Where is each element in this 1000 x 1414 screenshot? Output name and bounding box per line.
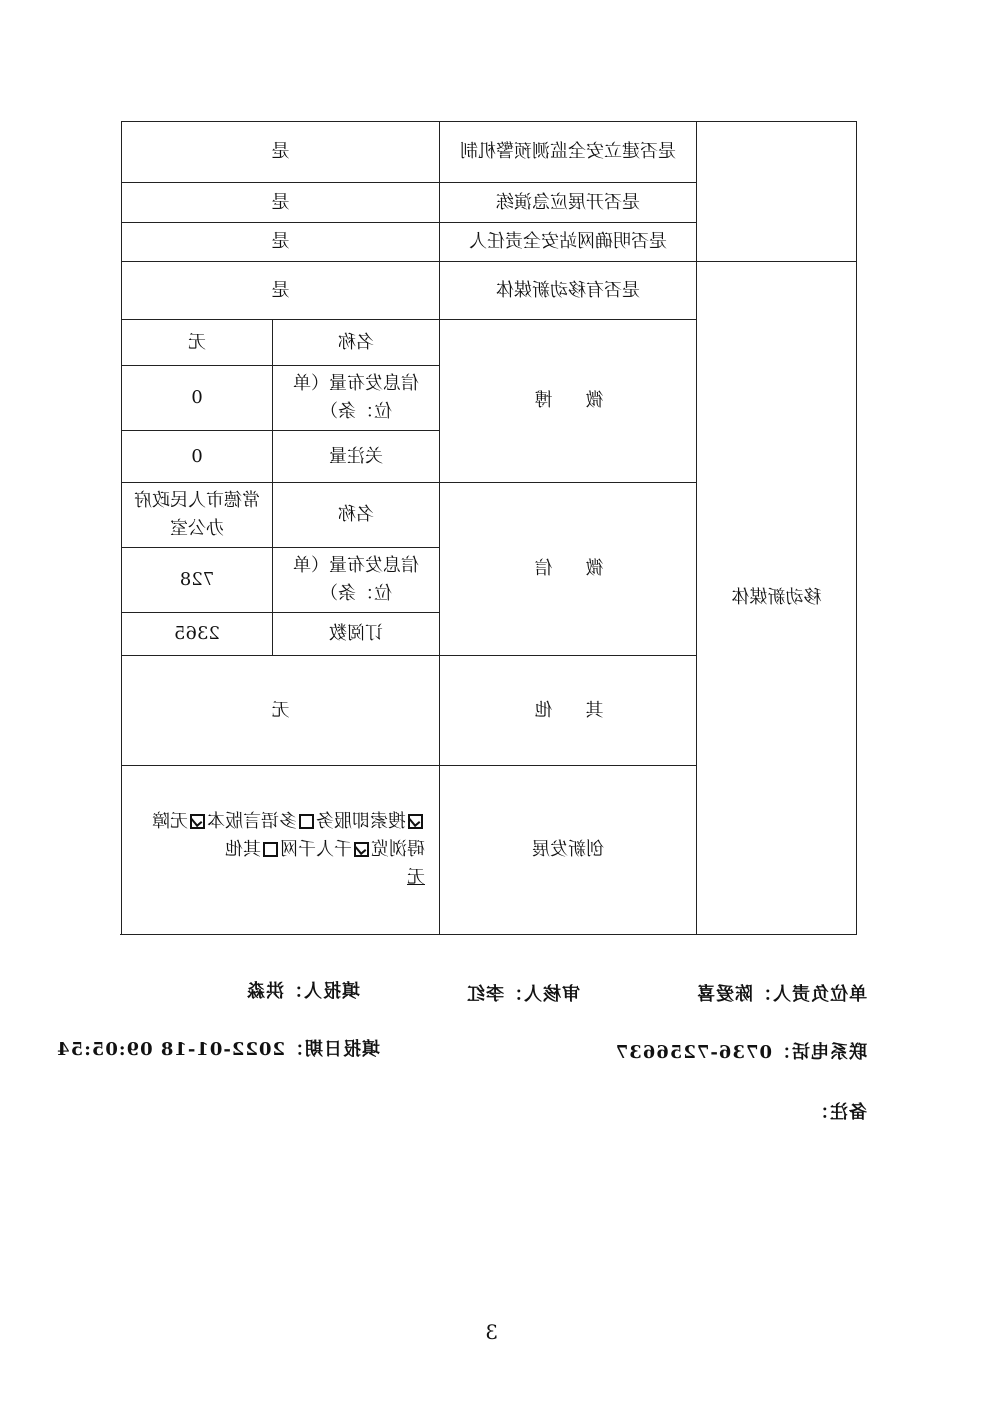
has-mobile-value: 是	[122, 262, 440, 320]
table-row	[122, 122, 857, 183]
has-mobile-label: 是否有移动新媒体	[440, 262, 697, 320]
drill-value: 是	[122, 183, 440, 223]
owner-label: 是否明确网站安全责任人	[440, 223, 697, 262]
owner-value: 是	[122, 223, 440, 262]
weibo-posts-label: 信息发布量（单位：条）	[273, 366, 440, 431]
contact-phone: 联系电话：0736-7256637	[614, 1042, 867, 1063]
innovation-label: 创新发展	[440, 766, 697, 935]
remark: 备注：	[810, 1102, 867, 1123]
filler: 填报人：洪淼	[246, 981, 360, 1002]
checkbox-other[interactable]	[263, 842, 278, 857]
checkbox-personalized[interactable]	[354, 842, 369, 857]
monitor-value: 是	[122, 122, 440, 183]
wechat-subs-value: 2365	[122, 613, 273, 656]
wechat-label: 微 信	[440, 483, 697, 656]
innovation-options	[122, 766, 440, 935]
checkbox-accessibility[interactable]	[190, 814, 205, 829]
fill-date: 填报日期：2022-01-18 09:05:54	[56, 1039, 380, 1060]
other-label: 其 他	[440, 656, 697, 766]
wechat-subs-label: 订阅数	[273, 613, 440, 656]
weibo-label: 微 博	[440, 320, 697, 483]
wechat-posts-label: 信息发布量（单位：条）	[273, 548, 440, 613]
mobile-section-label: 移动新媒体	[697, 262, 857, 935]
monitor-label: 是否建立安全监测预警机制	[440, 122, 697, 183]
drill-label: 是否开展应急演练	[440, 183, 697, 223]
weibo-posts-value: 0	[122, 366, 273, 431]
wechat-name-value: 常德市人民政府办公室	[122, 483, 273, 548]
website-report-table	[121, 121, 857, 935]
weibo-name-value: 无	[122, 320, 273, 366]
innovation-other-text: 无	[407, 867, 425, 888]
option-accessibility: 无障碍浏览	[152, 811, 425, 860]
security-section-blank-cell	[697, 122, 857, 262]
weibo-follow-value: 0	[122, 431, 273, 483]
weibo-follow-label: 关注量	[273, 431, 440, 483]
unit-leader: 单位负责人：陈爱喜	[696, 984, 867, 1005]
option-multilingual: 多语言版本	[207, 811, 297, 832]
wechat-posts-value: 728	[122, 548, 273, 613]
reviewer: 审核人：李红	[466, 984, 580, 1005]
weibo-name-label: 名称	[273, 320, 440, 366]
page-number: 3	[485, 1320, 498, 1344]
other-value: 无	[122, 656, 440, 766]
checkbox-multilingual[interactable]	[299, 814, 314, 829]
option-search-service: 搜索即服务	[316, 811, 406, 832]
table-row	[122, 262, 857, 320]
wechat-name-label: 名称	[273, 483, 440, 548]
option-personalized: 千人千网	[280, 839, 352, 860]
option-other: 其他	[225, 839, 261, 860]
checkbox-search-service[interactable]	[408, 814, 423, 829]
